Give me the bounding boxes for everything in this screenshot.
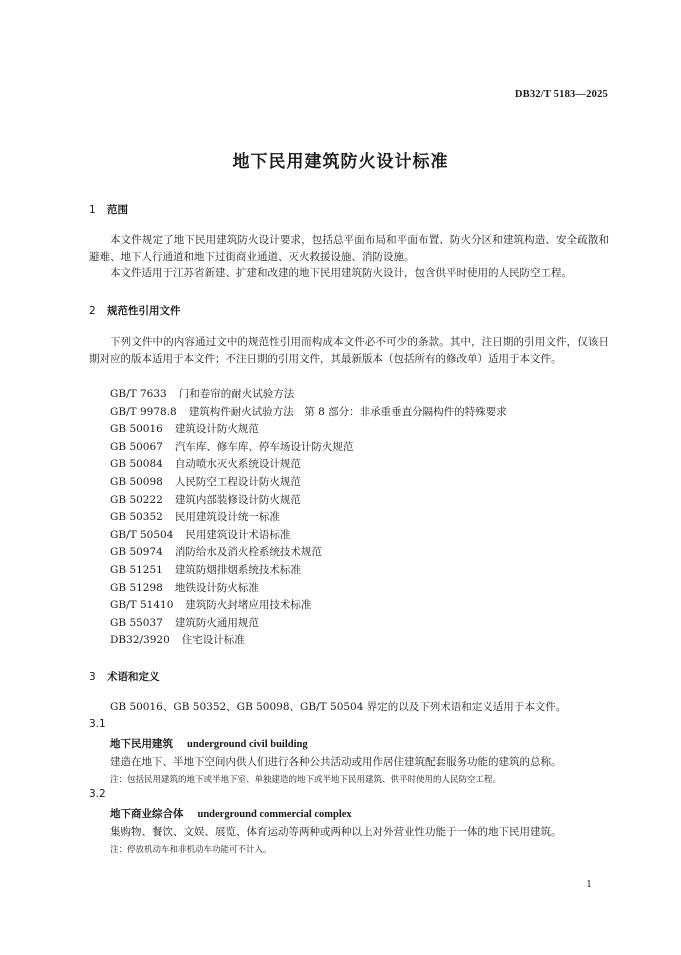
reference-code: GB/T 7633 xyxy=(110,388,167,400)
term-definition: 集购物、餐饮、文娱、展览、体育运动等两种或两种以上对外营业性功能于一体的地下民用建筑。 xyxy=(110,826,562,838)
section-number: 3 xyxy=(89,671,96,683)
term-zh: 地下商业综合体 xyxy=(110,808,184,820)
reference-code: GB 50098 xyxy=(110,475,163,488)
scope-paragraph-1: 本文件规定了地下民用建筑防火设计要求，包括总平面布局和平面布置、防火分区和建筑构造、安全疏散和避难、地下人行通道和地下过街商业通道、灭火救援设施、消防设施。 xyxy=(89,234,609,263)
reference-code: GB/T 50504 xyxy=(110,528,174,541)
list-item xyxy=(110,632,507,650)
term-en: underground commercial complex xyxy=(197,809,352,820)
list-item xyxy=(110,544,507,562)
list-item xyxy=(110,404,507,422)
term-definition: 建造在地下、半地下空间内供人们进行各种公共活动或用作居住建筑配套服务功能的建筑的总称。 xyxy=(110,756,562,768)
reference-name: 民用建筑设计术语标准 xyxy=(185,528,291,541)
reference-code: GB/T 51410 xyxy=(110,599,174,612)
reference-code: GB 50084 xyxy=(110,458,163,471)
reference-code: GB 50352 xyxy=(110,511,163,524)
list-item xyxy=(110,509,507,527)
list-item xyxy=(110,474,507,492)
term-note: 注：包括民用建筑的地下或半地下室、单独建造的地下或半地下民用建筑、供平时使用的人民防空工程。 xyxy=(110,775,502,785)
list-item xyxy=(110,439,507,457)
reference-name: 建筑内部装修设计防火规范 xyxy=(174,493,301,506)
term-zh: 地下民用建筑 xyxy=(110,738,173,750)
list-item xyxy=(110,562,507,580)
term-number: 3.2 xyxy=(89,788,106,800)
list-item xyxy=(110,527,507,545)
reference-name: 汽车库、修车库、停车场设计防火规范 xyxy=(174,440,354,453)
section-title: 范围 xyxy=(107,204,128,216)
normative-references-intro: 下列文件中的内容通过文中的规范性引用而构成本文件必不可少的条款。其中，注日期的引用文件，仅该日期对应的版本适用于本文件；不注日期的引用文件，其最新版本（包括所有的修改单）适用于本文件。 xyxy=(89,336,609,365)
reference-name: 建筑构件耐火试验方法 第 8 部分：非承重垂直分隔构件的特殊要求 xyxy=(188,405,507,418)
list-item xyxy=(110,597,507,615)
reference-name: 人民防空工程设计防火规范 xyxy=(174,475,301,488)
section-2-heading xyxy=(89,303,181,318)
reference-name: 门和卷帘的耐火试验方法 xyxy=(178,388,295,400)
reference-list xyxy=(110,386,507,650)
list-item xyxy=(110,421,507,439)
section-title: 规范性引用文件 xyxy=(107,305,181,317)
page-number: 1 xyxy=(586,880,592,890)
section-3-heading xyxy=(89,669,160,684)
reference-name: 建筑防烟排烟系统技术标准 xyxy=(174,563,301,576)
reference-name: 民用建筑设计统一标准 xyxy=(174,511,280,524)
section-1-heading xyxy=(89,202,128,217)
reference-code: GB 50222 xyxy=(110,493,163,506)
reference-code: DB32/3920 xyxy=(110,634,170,647)
list-item xyxy=(110,492,507,510)
term-en: underground civil building xyxy=(187,739,308,750)
term-heading xyxy=(110,806,352,821)
list-item xyxy=(110,456,507,474)
reference-code: GB 50016 xyxy=(110,423,163,436)
reference-name: 自动喷水灭火系统设计规范 xyxy=(174,458,301,471)
section-number: 1 xyxy=(89,204,96,216)
section-number: 2 xyxy=(89,305,96,317)
scope-paragraph-2: 本文件适用于江苏省新建、扩建和改建的地下民用建筑防火设计，包含供平时使用的人民防空工程。 xyxy=(110,267,572,279)
reference-name: 消防给水及消火栓系统技术规范 xyxy=(174,546,322,559)
standard-code: DB32/T 5183—2025 xyxy=(514,89,608,100)
term-heading xyxy=(110,736,308,751)
reference-code: GB 55037 xyxy=(110,616,163,629)
reference-name: 住宅设计标准 xyxy=(181,634,245,647)
reference-name: 建筑设计防火规范 xyxy=(174,423,259,436)
reference-name: 地铁设计防火标准 xyxy=(174,581,259,594)
section-title: 术语和定义 xyxy=(107,671,160,683)
term-note: 注：停放机动车和非机动车功能可不计入。 xyxy=(110,845,272,855)
reference-code: GB 50067 xyxy=(110,440,163,453)
reference-code: GB 50974 xyxy=(110,546,163,559)
reference-code: GB 51298 xyxy=(110,581,163,594)
list-item xyxy=(110,615,507,633)
reference-name: 建筑防火封堵应用技术标准 xyxy=(185,599,312,612)
list-item xyxy=(110,580,507,598)
document-title: 地下民用建筑防火设计标准 xyxy=(232,152,449,172)
reference-name: 建筑防火通用规范 xyxy=(174,616,259,629)
reference-code: GB/T 9978.8 xyxy=(110,405,177,418)
terms-intro: GB 50016、GB 50352、GB 50098、GB/T 50504 界定的以及下列术语和定义适用于本文件。 xyxy=(110,701,567,713)
list-item xyxy=(110,386,507,404)
reference-code: GB 51251 xyxy=(110,563,163,576)
term-number: 3.1 xyxy=(89,718,106,730)
